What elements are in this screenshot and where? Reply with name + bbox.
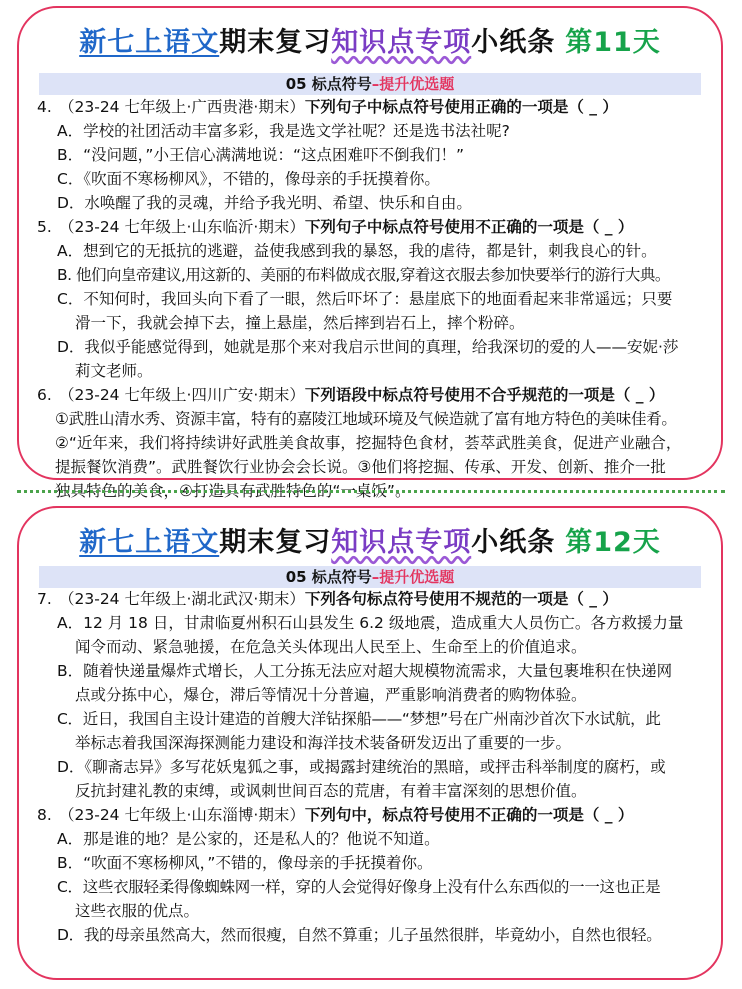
option-b: B．随着快递量爆炸式增长，人工分拣无法应对超大规模物流需求，大量包裹堆积在快递网	[57, 662, 673, 680]
question-source: （23-24 七年级上·广西贵港·期末）	[59, 98, 305, 116]
title-notes: 小纸条	[471, 27, 556, 58]
option-a-continued: 闻令而动、紧急驰援，在危急关头体现出人民至上、生命至上的价值追求。	[75, 638, 587, 656]
option-d: D．《聊斋志异》多写花妖鬼狐之事，或揭露封建统治的黑暗，或抨击科举制度的腐朽，或	[57, 758, 666, 776]
option-a: A．12 月 18 日，甘肃临夏州积石山县发生 6.2 级地震，造成重大人员伤亡。各方救援力量	[57, 614, 684, 632]
option-d: D．我的母亲虽然高大，然而很瘦，自然不算重；儿子虽然很胖，毕竟幼小，自然也很轻。	[57, 926, 662, 944]
option-c: C．《吹面不寒杨柳风》，不错的，像母亲的手抚摸着你。	[57, 170, 440, 188]
option-b: B．“没问题，”小王信心满满地说：“这点困难吓不倒我们！”	[57, 146, 465, 164]
question-number: 7.	[37, 590, 52, 608]
question-4	[37, 95, 703, 119]
option-a: A．学校的社团活动丰富多彩，我是选文学社呢？还是选书法社呢?	[57, 122, 510, 140]
option-a: A．那是谁的地？是公家的，还是私人的？他说不知道。	[57, 830, 440, 848]
question-number: 8.	[37, 806, 52, 824]
title-review: 期末复习	[219, 527, 332, 558]
section-banner	[39, 566, 701, 588]
question-5	[37, 215, 703, 239]
option-b-continued: 点或分拣中心，爆仓，滞后等情况十分普遍，严重影响消费者的购物体验。	[75, 686, 587, 704]
question-number: 5.	[37, 218, 52, 236]
question-stem: 下列句子中标点符号使用正确的一项是（ _ ）	[304, 98, 618, 116]
question-8	[37, 803, 703, 827]
option-d-continued: 莉文老师。	[75, 362, 153, 380]
option-d-continued: 反抗封建礼教的束缚，或讽刺世间百态的荒唐，有着丰富深刻的思想价值。	[75, 782, 587, 800]
question-7	[37, 587, 703, 611]
title-grade: 新七上语文	[79, 27, 220, 58]
worksheet-card-day12	[17, 506, 723, 980]
question-source: （23-24 七年级上·山东淄博·期末）	[59, 806, 305, 824]
card-title	[19, 20, 721, 59]
title-notes: 小纸条	[471, 527, 556, 558]
question-source: （23-24 七年级上·湖北武汉·期末）	[59, 590, 305, 608]
option-c-continued: 滑一下，我就会掉下去，撞上悬崖，然后摔到岩石上，摔个粉碎。	[75, 314, 525, 332]
question-source: （23-24 七年级上·山东临沂·期末）	[59, 218, 305, 236]
question-6	[37, 383, 703, 407]
title-day: 第11天	[565, 27, 661, 58]
banner-section: 05 标点符号	[285, 568, 372, 586]
title-topic: 知识点专项	[331, 27, 472, 58]
banner-subtitle: 提升优选题	[379, 75, 455, 93]
option-b: B．“吹面不寒杨柳风，”不错的，像母亲的手抚摸着你。	[57, 854, 433, 872]
option-c-continued: 这些衣服的优点。	[75, 902, 200, 920]
passage-line: ②“近年来，我们将持续讲好武胜美食故事，挖掘特色食材，荟萃武胜美食，促进产业融合，	[55, 434, 682, 452]
question-stem: 下列各句标点符号使用不规范的一项是（ _ ）	[304, 590, 618, 608]
question-stem: 下列语段中标点符号使用不合乎规范的一项是（ _ ）	[304, 386, 665, 404]
option-c-continued: 举标志着我国深海探测能力建设和海洋技术装备研发迈出了重要的一步。	[75, 734, 572, 752]
title-grade: 新七上语文	[79, 527, 220, 558]
section-banner	[39, 73, 701, 95]
card-title	[19, 520, 721, 559]
option-b: B. 他们向皇帝建议,用这新的、美丽的布料做成衣服,穿着这衣服去参加快要举行的游行大典。	[57, 266, 670, 284]
banner-subtitle: 提升优选题	[379, 568, 455, 586]
option-a: A．想到它的无抵抗的逃避，益使我感到我的暴怒，我的虐待，都是针，刺我良心的针。	[57, 242, 657, 260]
option-c: C．这些衣服轻柔得像蜘蛛网一样，穿的人会觉得好像身上没有什么东西似的一一这也正是	[57, 878, 661, 896]
passage-line: ①武胜山清水秀、资源丰富，特有的嘉陵江地域环境及气候造就了富有地方特色的美味佳肴。	[55, 410, 677, 428]
question-list	[37, 95, 703, 527]
option-d: D．水唤醒了我的灵魂，并给予我光明、希望、快乐和自由。	[57, 194, 472, 212]
question-source: （23-24 七年级上·四川广安·期末）	[59, 386, 305, 404]
question-list	[37, 587, 703, 947]
title-topic: 知识点专项	[331, 527, 472, 558]
worksheet-card-day11	[17, 6, 723, 500]
title-review: 期末复习	[219, 27, 332, 58]
banner-dash: –	[371, 568, 380, 586]
dotted-divider	[17, 490, 725, 493]
question-number: 6.	[37, 386, 52, 404]
passage-line: 提振餐饮消费”。武胜餐饮行业协会会长说。③他们将挖掘、传承、开发、创新、推介一批	[55, 458, 666, 476]
title-day: 第12天	[565, 527, 661, 558]
passage-line: 独具特色的美食，④打造具有武胜特色的“一桌饭”。	[55, 482, 411, 500]
question-stem: 下列句中，标点符号使用不正确的一项是（ _ ）	[304, 806, 634, 824]
question-stem: 下列句子中标点符号使用不正确的一项是（ _ ）	[304, 218, 634, 236]
option-c: C．近日，我国自主设计建造的首艘大洋钻探船——“梦想”号在广州南沙首次下水试航，此	[57, 710, 661, 728]
question-number: 4.	[37, 98, 52, 116]
option-d: D．我似乎能感觉得到，她就是那个来对我启示世间的真理，给我深切的爱的人——安妮·莎	[57, 338, 679, 356]
banner-section: 05 标点符号	[285, 75, 372, 93]
banner-dash: –	[371, 75, 380, 93]
option-c: C．不知何时，我回头向下看了一眼，然后吓坏了：悬崖底下的地面看起来非常遥远；只要	[57, 290, 673, 308]
